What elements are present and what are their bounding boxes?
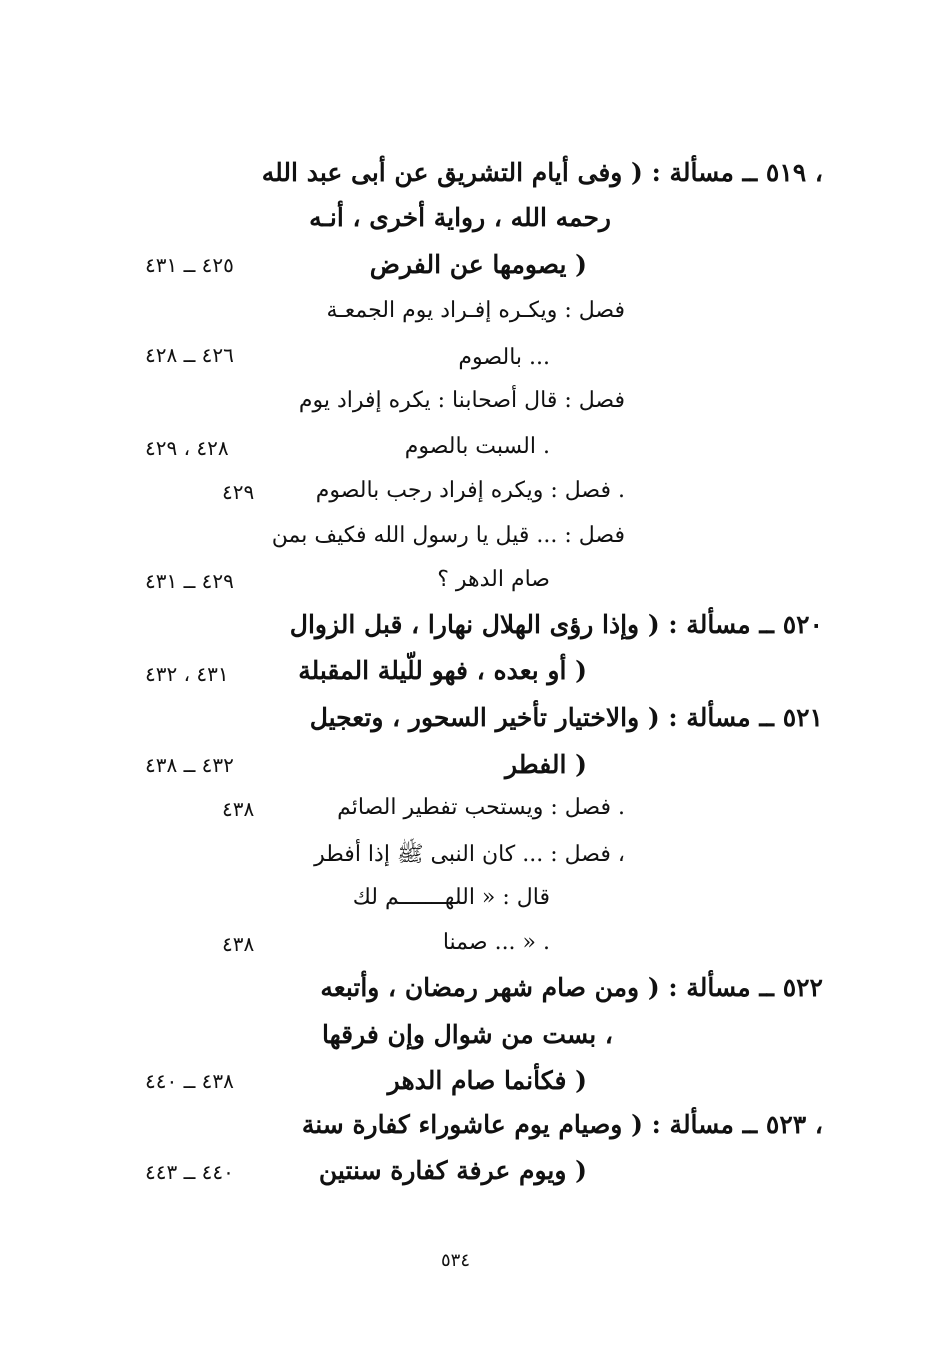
entry-519-line-1: ٥١٩ ــ مسألة : ( وفى أيام التشريق عن أبى عبد الله ، — [261, 158, 823, 187]
section-line: فصل : ويكـره إفـراد يوم الجمعـة — [326, 298, 625, 323]
page-ref: ٤٢٨ ، ٤٢٩ — [145, 436, 229, 460]
section-line: قال : « اللهـــــــم لك — [352, 885, 550, 910]
page-ref: ٤٢٥ ــ ٤٣١ — [145, 253, 234, 277]
page-ref: ٤٢٩ ــ ٤٣١ — [145, 569, 234, 593]
page-ref: ٤٣٢ ــ ٤٣٨ — [145, 753, 234, 777]
page-ref: ٤٣٨ — [222, 932, 255, 956]
section-line: بالصوم ... — [458, 345, 550, 370]
entry-521-line-1: ٥٢١ ــ مسألة : ( والاختيار تأخير السحور ، وتعجيل — [309, 703, 823, 732]
section-line: فصل : ويكره إفراد رجب بالصوم . — [315, 478, 625, 503]
section-line: فصل : ... كان النبى ﷺ إذا أفطر ، — [314, 842, 625, 867]
section-line: السبت بالصوم . — [404, 434, 550, 459]
section-line: صام الدهر ؟ — [437, 567, 550, 592]
entry-523-line-1: ٥٢٣ ــ مسألة : ( وصيام يوم عاشوراء كفارة سنة ، — [301, 1110, 823, 1139]
entry-519-line-3: يصومها عن الفرض ) — [369, 250, 587, 279]
entry-520-line-1: ٥٢٠ ــ مسألة : ( وإذا رؤى الهلال نهارا ، قبل الزوال — [289, 610, 823, 639]
entry-522-line-2: بست من شوال وإن فرقها ، — [321, 1020, 613, 1049]
section-line: فصل : ويستحب تفطير الصائم . — [337, 795, 625, 820]
page-ref: ٤٣٨ ــ ٤٤٠ — [145, 1069, 234, 1093]
page-ref: ٤٢٦ ــ ٤٢٨ — [145, 343, 234, 367]
entry-520-line-2: أو بعده ، فهو للّيلة المقبلة ) — [298, 656, 587, 685]
section-line: فصل : قال أصحابنا : يكره إفراد يوم — [298, 388, 625, 413]
page-ref: ٤٣١ ، ٤٣٢ — [145, 662, 229, 686]
section-line: صمنا ... » . — [442, 930, 550, 955]
entry-521-line-2: الفطر ) — [504, 750, 587, 779]
section-line: فصل : ... قيل يا رسول الله فكيف بمن — [271, 523, 625, 548]
page-number: ٥٣٤ — [441, 1250, 471, 1271]
entry-522-line-1: ٥٢٢ ــ مسألة : ( ومن صام شهر رمضان ، وأتبعه — [320, 973, 823, 1002]
page-ref: ٤٣٨ — [222, 797, 255, 821]
entry-519-line-2: رحمه الله ، رواية أخرى ، أنـه — [309, 203, 611, 232]
entry-522-line-3: فكأنما صام الدهر ) — [387, 1066, 587, 1095]
page-ref: ٤٢٩ — [222, 480, 255, 504]
entry-523-line-2: ويوم عرفة كفارة سنتين ) — [318, 1156, 587, 1185]
page-ref: ٤٤٠ ــ ٤٤٣ — [145, 1160, 234, 1184]
